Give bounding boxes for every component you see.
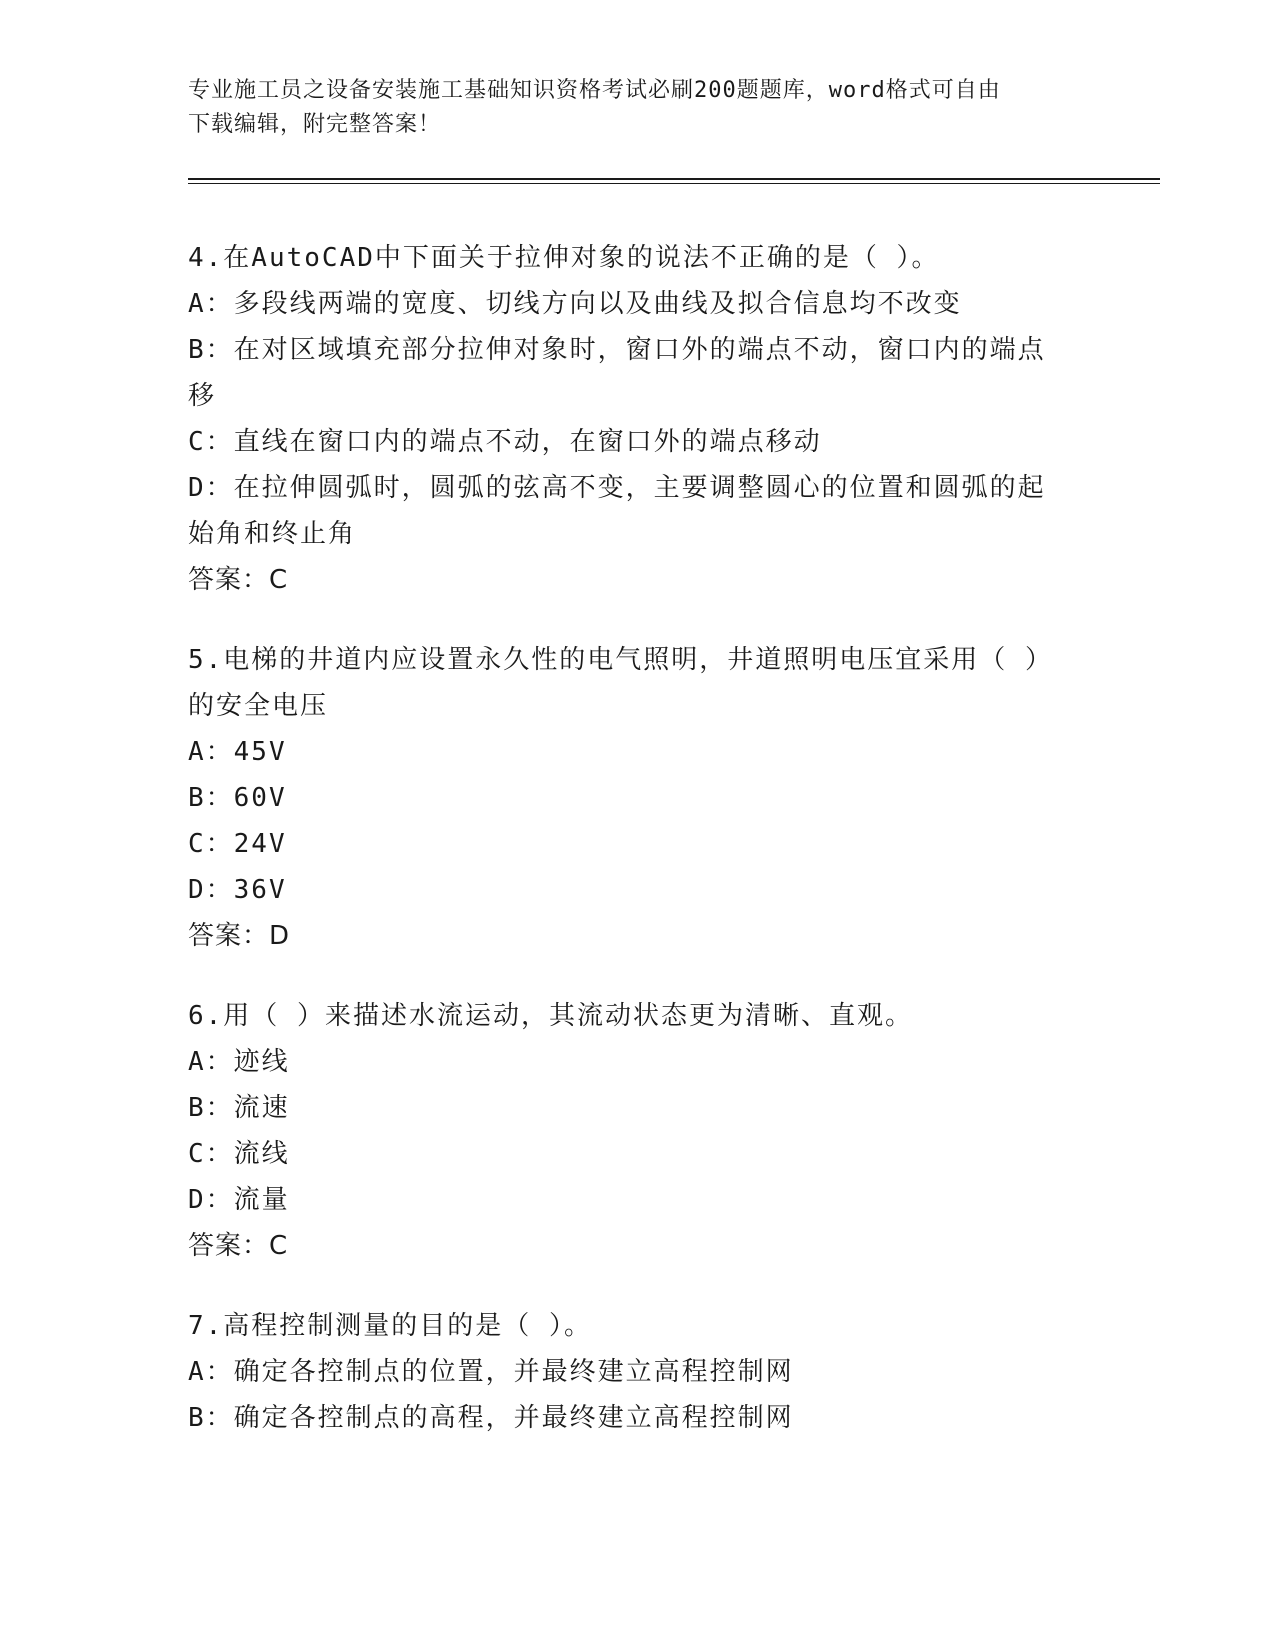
- option-a: A：多段线两端的宽度、切线方向以及曲线及拟合信息均不改变: [188, 289, 962, 319]
- question-7: [188, 1303, 1088, 1441]
- option-d: D：在拉伸圆弧时，圆弧的弦高不变，主要调整圆心的位置和圆弧的起: [188, 473, 1046, 503]
- option-b-continued: 移: [188, 381, 217, 411]
- option-c: C：流线: [188, 1139, 290, 1169]
- option-b: B：确定各控制点的高程，并最终建立高程控制网: [188, 1403, 794, 1433]
- answer-text: 答案：C: [188, 565, 289, 595]
- question-stem: 5.电梯的井道内应设置永久性的电气照明，井道照明电压宜采用（ ）: [188, 645, 1053, 675]
- header-line-2: 下载编辑，附完整答案！: [188, 112, 442, 137]
- option-d-continued: 始角和终止角: [188, 519, 357, 549]
- option-d: D：流量: [188, 1185, 290, 1215]
- header-line-1: 专业施工员之设备安装施工基础知识资格考试必刷200题题库，word格式可自由: [188, 78, 1001, 103]
- question-5: [188, 637, 1088, 959]
- question-4: [188, 235, 1088, 603]
- question-stem: 7.高程控制测量的目的是（ ）。: [188, 1311, 592, 1341]
- option-a: A：确定各控制点的位置，并最终建立高程控制网: [188, 1357, 794, 1387]
- option-b: B：60V: [188, 783, 287, 813]
- option-c: C：24V: [188, 829, 287, 859]
- header-divider-thick: [188, 178, 1160, 180]
- question-6: [188, 993, 1088, 1269]
- option-d: D：36V: [188, 875, 287, 905]
- header-divider-thin: [188, 183, 1160, 184]
- question-stem-continued: 的安全电压: [188, 691, 329, 721]
- option-a: A：迹线: [188, 1047, 290, 1077]
- option-c: C：直线在窗口内的端点不动，在窗口外的端点移动: [188, 427, 822, 457]
- answer-text: 答案：C: [188, 1231, 289, 1261]
- document-header: [188, 74, 1068, 142]
- question-list: [188, 235, 1088, 1475]
- question-stem: 4.在AutoCAD中下面关于拉伸对象的说法不正确的是（ ）。: [188, 243, 940, 273]
- option-b: B：流速: [188, 1093, 290, 1123]
- answer-text: 答案：D: [188, 921, 291, 951]
- option-b: B：在对区域填充部分拉伸对象时，窗口外的端点不动，窗口内的端点: [188, 335, 1046, 365]
- option-a: A：45V: [188, 737, 287, 767]
- question-stem: 6.用（ ）来描述水流运动，其流动状态更为清晰、直观。: [188, 1001, 913, 1031]
